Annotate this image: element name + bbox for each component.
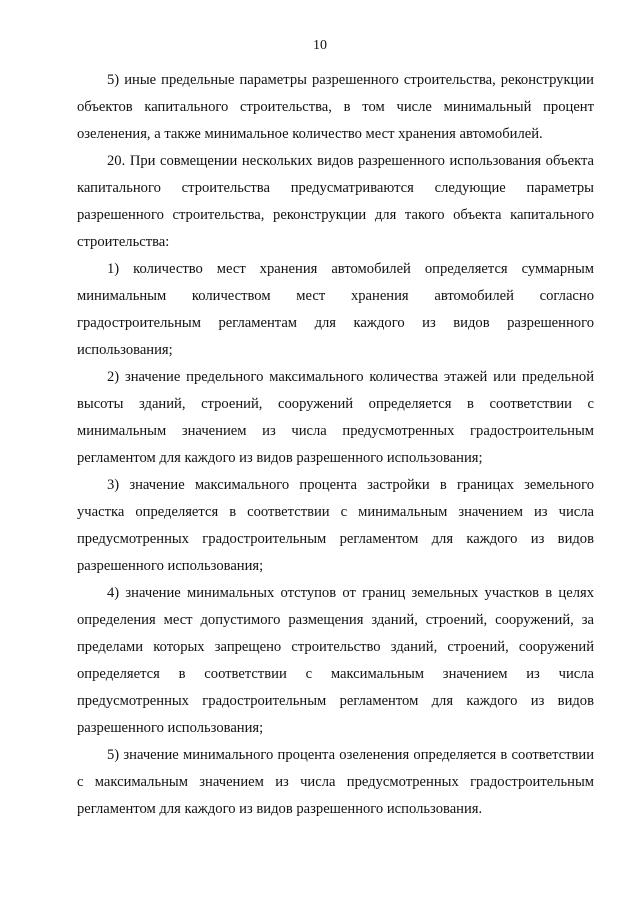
paragraph-item-2-floors-height: 2) значение предельного максимального количества этажей или предельной высоты зданий, строений, сооружений определяется в соответствии с минимальным значением из числа предусмотренных градостроительным регламентом для каждого из видов разрешенного использования;	[77, 369, 594, 466]
paragraph-item-5-other-parameters: 5) иные предельные параметры разрешенного строительства, реконструкции объектов капитального строительства, в том числе минимальный процент озеленения, а также минимальное количество мест хранения автомобилей.	[77, 72, 594, 142]
page-number: 10	[313, 38, 327, 53]
paragraph-item-1-parking: 1) количество мест хранения автомобилей определяется суммарным минимальным количеством мест хранения автомобилей согласно градостроительным регламентам для каждого из видов разрешенного использования;	[77, 261, 594, 358]
paragraph-section-20-intro: 20. При совмещении нескольких видов разрешенного использования объекта капитального строительства предусматриваются следующие параметры разрешенного строительства, реконструкции для такого объекта капитального строительства:	[77, 153, 594, 250]
paragraph-item-4-setbacks: 4) значение минимальных отступов от границ земельных участков в целях определения мест допустимого размещения зданий, строений, сооружений, за пределами которых запрещено строительство зданий, строений, сооружений определяется в соответствии с максимальным значением из числа предусмотренных градостроительным регламентом для каждого из видов разрешенного использования;	[77, 585, 594, 736]
paragraph-item-3-build-percent: 3) значение максимального процента застройки в границах земельного участка определяется в соответствии с минимальным значением из числа предусмотренных градостроительным регламентом для каждого из видов разрешенного использования;	[77, 477, 594, 574]
paragraph-item-5-greening: 5) значение минимального процента озеленения определяется в соответствии с максимальным значением из числа предусмотренных градостроительным регламентом для каждого из видов разрешенного использования.	[77, 747, 594, 817]
document-body	[77, 67, 594, 823]
